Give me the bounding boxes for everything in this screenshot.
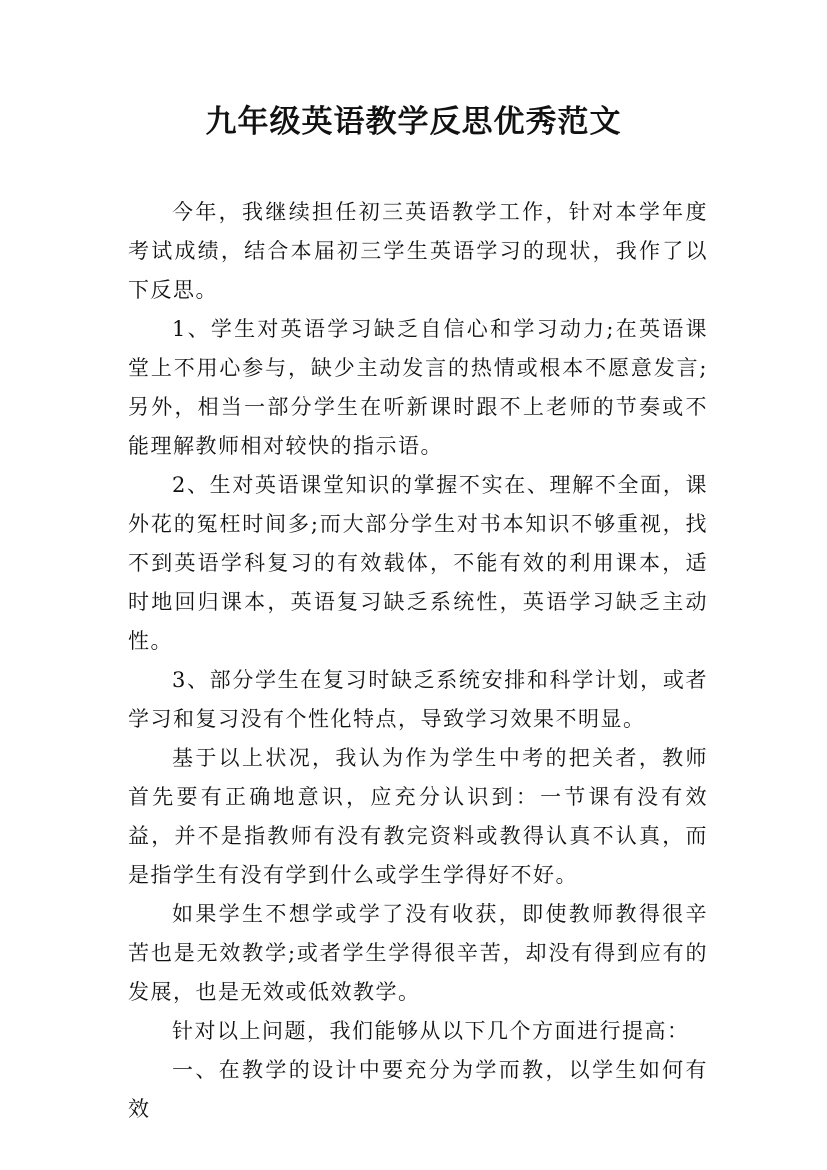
- document-body: [128, 193, 708, 1129]
- paragraph-point-3: 3、部分学生在复习时缺乏系统安排和科学计划，或者学习和复习没有个性化特点，导致学习效果不明显。: [128, 668, 708, 731]
- paragraph-point-1: 1、学生对英语学习缺乏自信心和学习动力;在英语课堂上不用心参与，缺少主动发言的热情或根本不愿意发言;另外，相当一部分学生在听新课时跟不上老师的节奏或不能理解教师相对较快的指示语。: [128, 317, 708, 458]
- document-title: 九年级英语教学反思优秀范文: [205, 104, 622, 140]
- paragraph-ineffective-teaching: 如果学生不想学或学了没有收获，即使教师教得很辛苦也是无效教学;或者学生学得很辛苦，却没有得到应有的发展，也是无效或低效教学。: [128, 902, 708, 1004]
- paragraph-analysis: 基于以上状况，我认为作为学生中考的把关者，教师首先要有正确地意识，应充分认识到：一节课有没有效益，并不是指教师有没有教完资料或教得认真不认真，而是指学生有没有学到什么或学生学得好不好。: [128, 746, 708, 887]
- paragraph-point-2: 2、生对英语课堂知识的掌握不实在、理解不全面，课外花的冤枉时间多;而大部分学生对书本知识不够重视，找不到英语学科复习的有效载体，不能有效的利用课本，适时地回归课本，英语复习缺乏系统性，英语学习缺乏主动性。: [128, 473, 708, 653]
- paragraph-improvement-intro: 针对以上问题，我们能够从以下几个方面进行提高：: [172, 1019, 690, 1043]
- paragraph-improvement-1: 一、在教学的设计中要充分为学而教，以学生如何有效: [128, 1058, 708, 1121]
- paragraph-intro: 今年，我继续担任初三英语教学工作，针对本学年度考试成绩，结合本届初三学生英语学习的现状，我作了以下反思。: [128, 200, 708, 302]
